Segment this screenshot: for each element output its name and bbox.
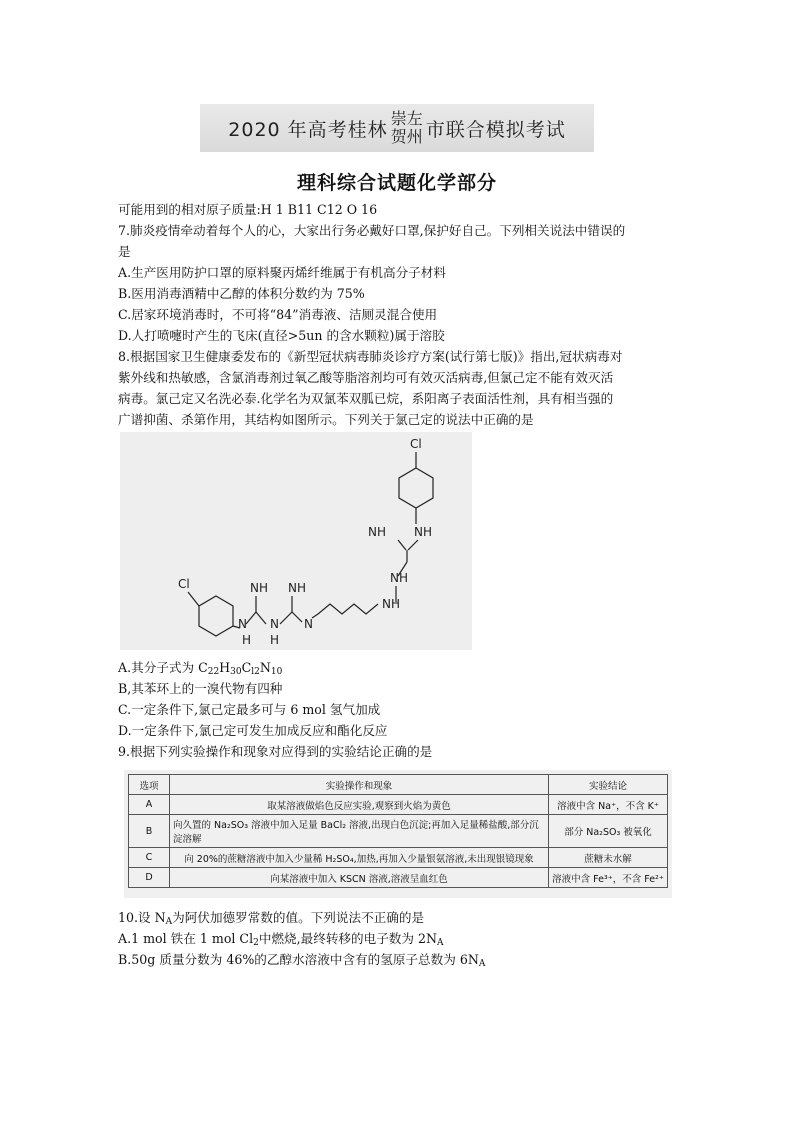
row-b-conclusion: 部分 Na₂SO₃ 被氧化 xyxy=(549,815,668,848)
lower-nh-b: NH xyxy=(250,581,268,595)
banner-city-bottom: 贺州 xyxy=(390,127,423,146)
row-b-option: B xyxy=(129,815,170,848)
row-a-conclusion: 溶液中含 Na⁺，不含 K⁺ xyxy=(549,795,668,815)
lower-benzene-ring xyxy=(199,596,233,636)
q9-stem: 9.根据下列实验操作和现象对应得到的实验结论正确的是 xyxy=(118,744,433,759)
row-a-operation: 取某溶液做焰色反应实验,观察到火焰为黄色 xyxy=(170,795,549,815)
row-c-option: C xyxy=(129,848,170,868)
upper-nh-mid: NH xyxy=(390,571,408,585)
q7-stem-line2: 是 xyxy=(118,244,131,259)
upper-nh-left: NH xyxy=(368,525,386,539)
chlorhexidine-structure-figure xyxy=(120,432,472,650)
q10-stem-sub: A xyxy=(165,917,173,927)
row-b-operation: 向久置的 Na₂SO₃ 溶液中加入足量 BaCl₂ 溶液,出现白色沉淀;再加入足量稀盐酸,部分沉淀溶解 xyxy=(170,815,549,848)
q8-stem-line1: 8.根据国家卫生健康委发布的《新型冠状病毒肺炎诊疗方案(试行第七版)》指出,冠状病毒对 xyxy=(118,349,623,364)
table-header-row xyxy=(129,775,668,795)
page-title: 理科综合试题化学部分 xyxy=(296,172,497,194)
q9-experiment-table xyxy=(128,774,668,888)
q8-a-sub2: 30 xyxy=(230,667,242,677)
q8-a-text: A.其分子式为 C xyxy=(118,660,208,675)
q10-stem xyxy=(118,910,424,930)
lower-cl-label: Cl xyxy=(178,577,190,591)
q7-option-a: A.生产医用防护口罩的原料聚丙烯纤维属于有机高分子材料 xyxy=(118,265,446,280)
table-row xyxy=(129,795,668,815)
q8-option-a xyxy=(118,660,282,680)
q8-a-text2: H xyxy=(219,660,231,675)
q10-b-text: B.50g 质量分数为 46%的乙醇水溶液中含有的氢原子总数为 6N xyxy=(118,952,479,967)
q8-a-sub3: l2 xyxy=(251,667,260,677)
q10-stem-text2: 为阿伏加德罗常数的值。下列说法不正确的是 xyxy=(172,910,425,925)
exam-banner xyxy=(200,104,594,152)
header-operation: 实验操作和现象 xyxy=(170,775,549,795)
q8-stem-line3: 病毒。氯己定又名洗必泰.化学名为双氯苯双胍已烷，系阳离子表面活性剂，具有相当强的 xyxy=(118,391,614,406)
lower-n-b: N xyxy=(270,617,279,631)
q10-option-b xyxy=(118,952,485,972)
upper-benzene-ring xyxy=(399,468,433,508)
q8-a-text3: C xyxy=(241,660,252,675)
chain-nh: NH xyxy=(382,597,400,611)
q10-a-sub2: A xyxy=(437,938,444,948)
q8-option-c: C.一定条件下,氯己定最多可与 6 mol 氢气加成 xyxy=(118,702,381,717)
banner-city-stack xyxy=(391,110,423,146)
lower-nh-a: NH xyxy=(288,581,306,595)
q10-a-text2: 中燃烧,最终转移的电子数为 2N xyxy=(258,931,438,946)
table-row xyxy=(129,815,668,848)
table-row xyxy=(129,848,668,868)
table-row xyxy=(129,868,668,888)
upper-nh-right: NH xyxy=(414,525,432,539)
banner-year-text: 2020 年高考桂林 xyxy=(228,118,388,141)
q9-table-wrapper xyxy=(124,770,672,898)
q8-a-sub1: 22 xyxy=(207,667,220,677)
header-option: 选项 xyxy=(129,775,170,795)
q10-stem-text: 10.设 N xyxy=(118,910,166,925)
lower-n-c: N xyxy=(238,617,247,631)
banner-city-top: 崇左 xyxy=(390,109,423,128)
q7-option-c: C.居家环境消毒时，不可将“84”消毒液、洁厕灵混合使用 xyxy=(118,307,438,322)
q8-stem-line4: 广谱抑菌、杀第作用，其结构如图所示。下列关于氯己定的说法中正确的是 xyxy=(118,412,534,427)
q7-option-d: D.人打喷嚏时产生的飞床(直径>5un 的含水颗粒)属于溶胶 xyxy=(118,328,445,343)
q10-a-sub: 2 xyxy=(253,938,259,948)
header-conclusion: 实验结论 xyxy=(549,775,668,795)
lower-h-a: H xyxy=(270,633,280,647)
upper-cl-label: Cl xyxy=(410,437,422,451)
q8-stem-line2: 紫外线和热敏感，含氯消毒剂过氧乙酸等脂溶剂均可有效灭活病毒,但氯己定不能有效灭活 xyxy=(118,370,614,385)
row-d-conclusion: 溶液中含 Fe³⁺，不含 Fe²⁺ xyxy=(549,868,668,888)
row-a-option: A xyxy=(129,795,170,815)
q7-stem-line1: 7.肺炎疫情牵动着每个人的心，大家出行务必戴好口罩,保护好自己。下列相关说法中错误的 xyxy=(118,223,626,238)
lower-h-b: H xyxy=(242,633,252,647)
q10-b-sub: A xyxy=(478,959,486,969)
chlorhexidine-structure-svg xyxy=(120,432,472,650)
q10-option-a xyxy=(118,931,444,951)
q8-a-text4: N xyxy=(259,660,271,675)
q10-a-text: A.1 mol 铁在 1 mol Cl xyxy=(118,931,254,946)
row-d-operation: 向某溶液中加入 KSCN 溶液,溶液呈血红色 xyxy=(170,868,549,888)
lower-n-a: N xyxy=(304,617,313,631)
row-c-operation: 向 20%的蔗糖溶液中加入少量稀 H₂SO₄,加热,再加入少量银氨溶液,未出现银镜现象 xyxy=(170,848,549,868)
row-d-option: D xyxy=(129,868,170,888)
banner-exam-text: 市联合模拟考试 xyxy=(425,118,566,141)
q8-a-sub4: 10 xyxy=(270,667,283,677)
row-c-conclusion: 蔗糖未水解 xyxy=(549,848,668,868)
relative-mass-note: 可能用到的相对原子质量:H 1 B11 C12 O 16 xyxy=(118,202,378,217)
q7-option-b: B.医用消毒酒精中乙醇的体积分数约为 75% xyxy=(118,286,365,301)
q8-option-b: B,其苯环上的一溴代物有四种 xyxy=(118,681,283,696)
q8-option-d: D.一定条件下,氯己定可发生加成反应和酯化反应 xyxy=(118,723,388,738)
